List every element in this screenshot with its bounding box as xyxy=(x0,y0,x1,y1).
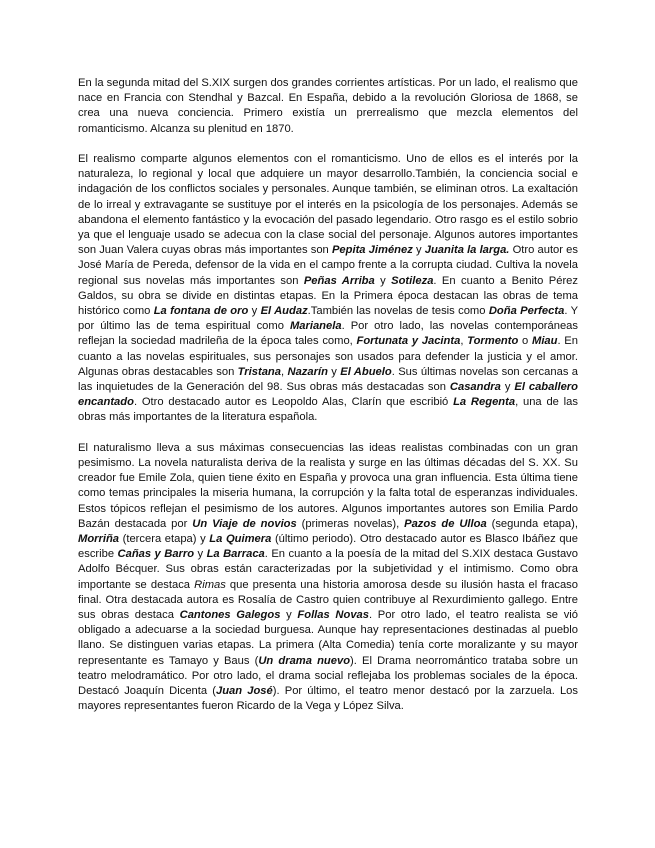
work-title: Casandra xyxy=(449,381,501,394)
work-title: La fontana de oro xyxy=(153,305,249,318)
work-title: Cañas y Barro xyxy=(117,548,195,561)
work-title: Juanita la larga. xyxy=(424,244,510,257)
work-title: Rimas xyxy=(194,578,226,591)
work-title: La Barraca xyxy=(206,548,265,561)
work-title: Pepita Jiménez xyxy=(331,244,413,257)
work-title: Juan José xyxy=(215,685,273,698)
work-title: Marianela xyxy=(289,320,342,333)
work-title: Fortunata y Jacinta xyxy=(356,335,461,348)
work-title: Tormento xyxy=(467,335,519,348)
document-page xyxy=(78,76,578,715)
work-title: Miau xyxy=(532,335,558,348)
work-title: Nazarín xyxy=(287,365,328,378)
work-title: La Quimera xyxy=(209,533,272,546)
work-title: El Abuelo xyxy=(340,365,392,378)
paragraph-realismo: El realismo comparte algunos elementos con el romanticismo. Uno de ellos es el interés por la naturaleza, lo regional y local que adquiere un mayor desarrollo.También, la conciencia social e indagación de los conflictos sociales y personales. Aunque también, se eliminan otros. La exaltación de lo irreal y extravagante se sustituye por el interés en la psicología de los personajes. Además se abandona el elemento fantástico y la evocación del pasado legendario. Otro rasgo es el estilo sobrio ya que el lenguaje usado se adecua con la clase social del personaje. Algunos autores importantes son Juan Valera cuyas obras más importantes son Pepita Jiménez y Juanita la larga. Otro autor es José María de Pereda, defensor de la vida en el campo frente a la corrupta ciudad. Cultiva la novela regional sus novelas más importantes son Peñas Arriba y Sotileza. En cuanto a Benito Pérez Galdos, su obra se divide en distintas etapas. En la Primera época destacan las obras de tema histórico como La fontana de oro y El Audaz.También las novelas de tesis como Doña Perfecta. Y por último las de tema espiritual como Marianela. Por otro lado, las novelas contemporáneas reflejan la sociedad madrileña de la época tales como, Fortunata y Jacinta, Tormento o Miau. En cuanto a las novelas espirituales, sus personajes son usados para defender la justicia y el amor. Algunas obras destacables son Tristana, Nazarín y El Abuelo. Sus últimas novelas son cercanas a las inquietudes de la Generación del 98. Sus obras más destacadas son Casandra y El caballero encantado. Otro destacado autor es Leopoldo Alas, Clarín que escribió La Regenta, una de las obras más importantes de la literatura española. xyxy=(78,153,579,424)
work-title: Cantones Galegos xyxy=(179,609,281,622)
work-title: Peñas Arriba xyxy=(303,274,375,287)
work-title: Un Viaje de novios xyxy=(192,517,297,530)
work-title: Un drama nuevo xyxy=(258,654,351,667)
work-title: Sotileza xyxy=(391,274,434,287)
work-title: El Audaz xyxy=(260,305,308,318)
work-title: El caballero encantado xyxy=(78,381,578,409)
work-title: Tristana xyxy=(237,365,281,378)
work-title: La Regenta xyxy=(453,396,516,409)
work-title: Doña Perfecta xyxy=(488,305,565,318)
work-title: Follas Novas xyxy=(297,609,369,622)
paragraph-intro: En la segunda mitad del S.XIX surgen dos grandes corrientes artísticas. Por un lado, el realismo que nace en Francia con Stendhal y Bazcal. En España, debido a la revolución Gloriosa de 1868, se crea una nueva conciencia. Primero existía un prerrealismo que mezcla elementos del romanticismo. Alcanza su plenitud en 1870. xyxy=(78,77,578,135)
paragraph-naturalismo: El naturalismo lleva a sus máximas consecuencias las ideas realistas combinadas con un gran pesimismo. La novela naturalista deriva de la realista y surge en las últimas décadas del S. XX. Su creador fue Emile Zola, quien tiene éxito en España y provoca una gran influencia. Esta última tiene como temas principales la miseria humana, la corrupción y la falta total de esperanzas individuales. Estos tópicos reflejan el pesimismo de los autores. Algunos importantes autores son Emilia Pardo Bazán destacada por Un Viaje de novios (primeras novelas), Pazos de Ulloa (segunda etapa), Morriña (tercera etapa) y La Quimera (último periodo). Otro destacado autor es Blasco Ibáñez que escribe Cañas y Barro y La Barraca. En cuanto a la poesía de la mitad del S.XIX destaca Gustavo Adolfo Bécquer. Sus obras están caracterizadas por la subjetividad y el intimismo. Como obra importante se destaca Rimas que presenta una historia amorosa desde su ilusión hasta el fracaso final. Otra destacada autora es Rosalía de Castro quien contribuye al Rexurdimiento gallego. Entre sus obras destaca Cantones Galegos y Follas Novas. Por otro lado, el teatro realista se vió obligado a adecuarse a la sociedad burguesa. Aunque hay representaciones destinadas al pueblo llano. Se distinguen varias etapas. La primera (Alta Comedia) tenía corte moralizante y su mayor representante es Tamayo y Baus (Un drama nuevo). El Drama neorromántico trataba sobre un teatro melodramático. Por otro lado, el drama social reflejaba los problemas sociales de la época. Destacó Joaquín Dicenta (Juan José). Por último, el teatro menor destacó por la zarzuela. Los mayores representantes fueron Ricardo de la Vega y López Silva. xyxy=(78,441,579,713)
work-title: Morriña xyxy=(78,533,120,546)
work-title: Pazos de Ulloa xyxy=(404,517,487,530)
